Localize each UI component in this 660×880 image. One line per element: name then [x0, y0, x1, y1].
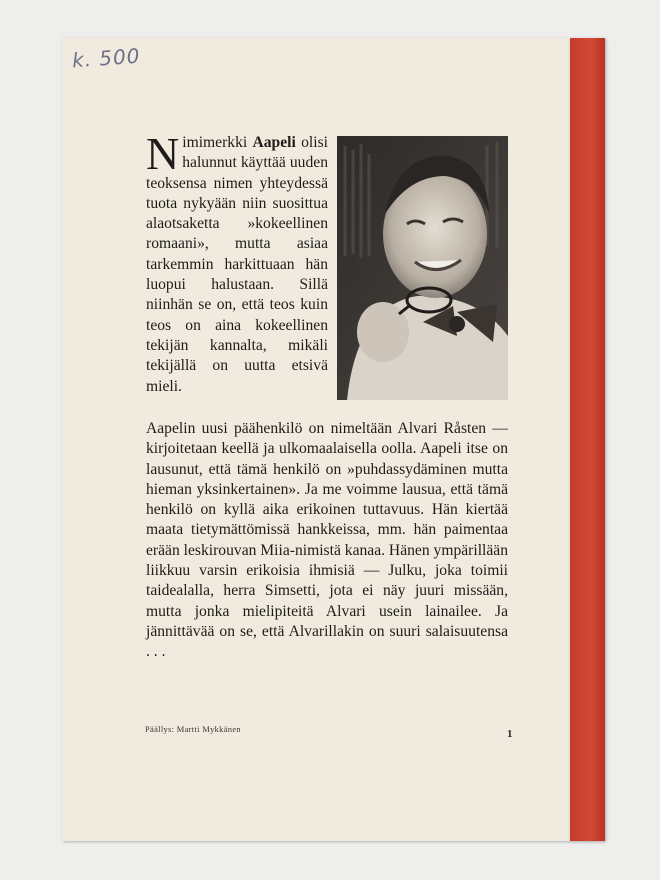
intro-paragraph-block [146, 128, 508, 404]
author-portrait-image [337, 136, 508, 400]
cover-credit: Päällys: Martti Mykkänen [145, 724, 241, 734]
handwritten-note: k. 500 [71, 43, 142, 73]
main-paragraph: Aapelin uusi päähenkilö on nimeltään Alvari Råsten — kirjoitetaan keellä ja ulkomaalaisella oolla. Aapeli itse on lausunut, että tämä henkilö on »puhdassydäminen mutta hieman yksinkertainen». Ja me voimme lausua, että tämä henkilö on kyllä aika erikoinen tuttavuus. Hän kiertää maata tietymättömissä hankkeissa, mm. hän paimentaa erään leskirouvan Miia-nimistä kanaa. Hänen ympärillään liikkuu varsin erikoisia ihmisiä — Julku, joka toimii taidealalla, herra Simsetti, jota ei näy juuri missään, mutta jonka mielipiteitä Alvari usein lainailee. Ja jännittävää on se, että Alvarillakin on suuri salaisuutensa . . . [146, 420, 508, 661]
author-pseudonym: Aapeli [252, 134, 296, 151]
page-number: 1 [507, 728, 513, 740]
main-text-block [146, 419, 508, 663]
author-photo [337, 136, 508, 400]
book-spine [570, 38, 605, 841]
intro-text-start: imimerkki [182, 134, 253, 151]
drop-cap: N [146, 128, 180, 179]
intro-text-rest: olisi halunnut käyttää uuden teoksensa nimen yhteydessä tuota nykyään niin suosittua alaotsaketta »kokeellinen romaani», mutta asiaa tarkemmin harkittuaan hän luopui halustaan. Sillä niinhän se on, että teos kuin teos on aina kokeellinen tekijän kannalta, mikäli tekijällä on uutta etsivä mieli. [146, 134, 328, 395]
